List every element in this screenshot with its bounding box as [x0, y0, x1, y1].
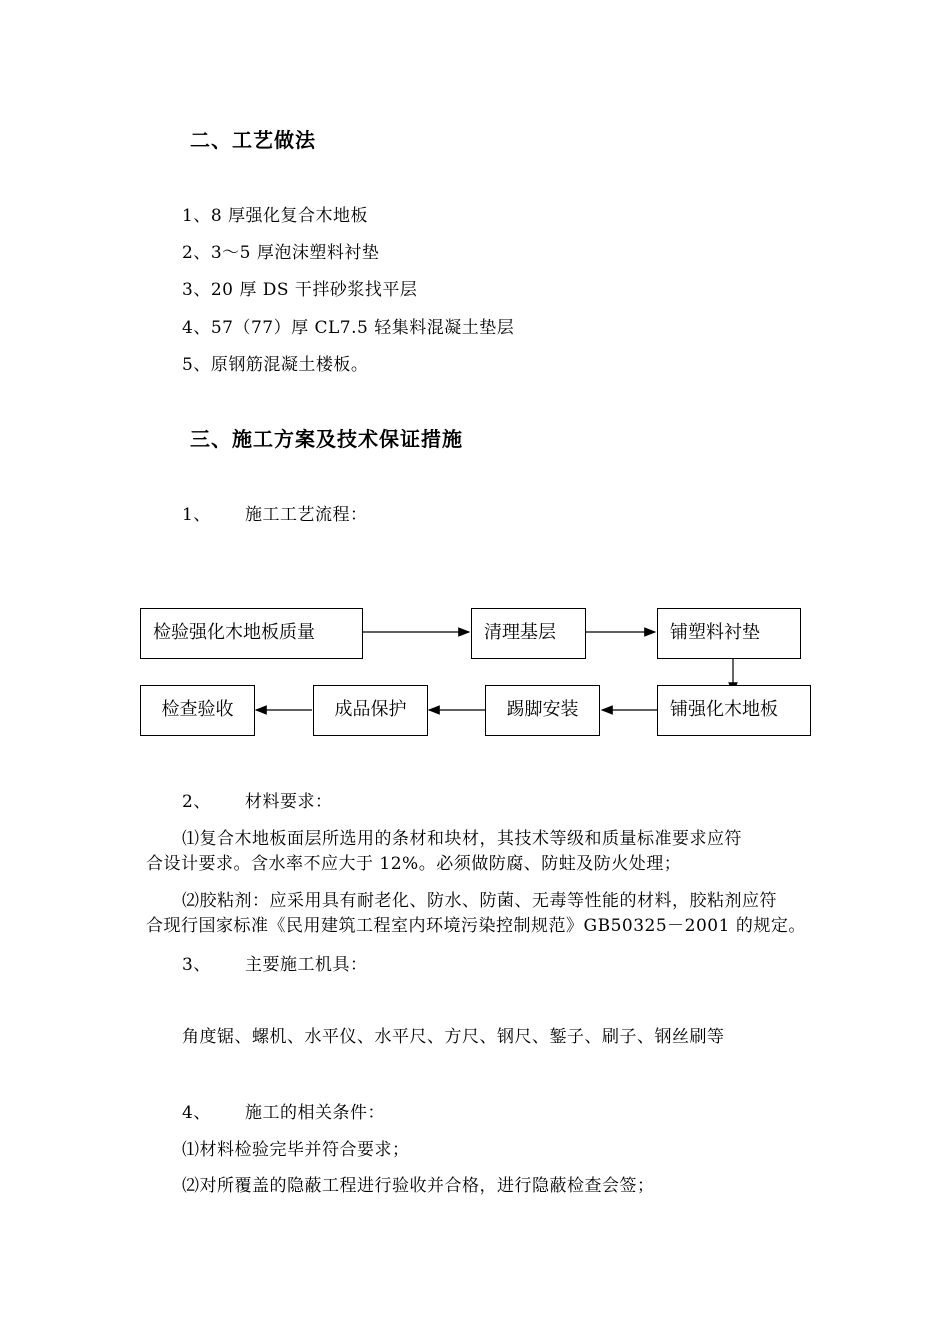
- flow-step-lay-floor: 铺强化木地板: [657, 685, 811, 736]
- flow-step-protect: 成品保护: [313, 685, 428, 736]
- tools-list: 角度锯、螺机、水平仪、水平尺、方尺、钢尺、錾子、刷子、钢丝刷等: [182, 1027, 725, 1047]
- flow-step-skirting: 踢脚安装: [485, 685, 600, 736]
- paragraph-line: ⑵胶粘剂：应采用具有耐老化、防水、防菌、无毒等性能的材料，胶粘剂应符: [182, 891, 777, 911]
- list-item: 2、3～5 厚泡沫塑料衬垫: [182, 243, 380, 263]
- list-item: 4、57（77）厚 CL7.5 轻集料混凝土垫层: [182, 318, 515, 338]
- subsection-title: 施工的相关条件：: [245, 1103, 385, 1123]
- list-item: 1、8 厚强化复合木地板: [182, 206, 369, 226]
- flow-step-acceptance: 检查验收: [140, 685, 255, 736]
- subsection-title: 材料要求：: [245, 792, 333, 812]
- list-item: ⑴材料检验完毕并符合要求；: [182, 1140, 410, 1160]
- section-heading-plan: 三、施工方案及技术保证措施: [190, 427, 463, 451]
- subsection-title: 施工工艺流程：: [245, 505, 368, 525]
- flow-step-inspect-quality: 检验强化木地板质量: [140, 608, 363, 659]
- list-item: 5、原钢筋混凝土楼板。: [182, 355, 369, 375]
- section-heading-process: 二、工艺做法: [190, 128, 316, 152]
- subsection-title: 主要施工机具：: [245, 955, 368, 975]
- subsection-number: 1、: [182, 505, 211, 525]
- paragraph-line: 合现行国家标准《民用建筑工程室内环境污染控制规范》GB50325－2001 的规定。: [146, 916, 806, 936]
- paragraph-line: ⑴复合木地板面层所选用的条材和块材，其技术等级和质量标准要求应符: [182, 829, 742, 849]
- subsection-number: 3、: [182, 955, 211, 975]
- flow-step-clean-base: 清理基层: [471, 608, 586, 659]
- subsection-number: 4、: [182, 1103, 211, 1123]
- subsection-number: 2、: [182, 792, 211, 812]
- paragraph-line: 合设计要求。含水率不应大于 12%。必须做防腐、防蛀及防火处理；: [146, 854, 682, 874]
- list-item: 3、20 厚 DS 干拌砂浆找平层: [182, 280, 418, 300]
- list-item: ⑵对所覆盖的隐蔽工程进行验收并合格，进行隐蔽检查会签；: [182, 1176, 655, 1196]
- flow-step-lay-pad: 铺塑料衬垫: [657, 608, 801, 659]
